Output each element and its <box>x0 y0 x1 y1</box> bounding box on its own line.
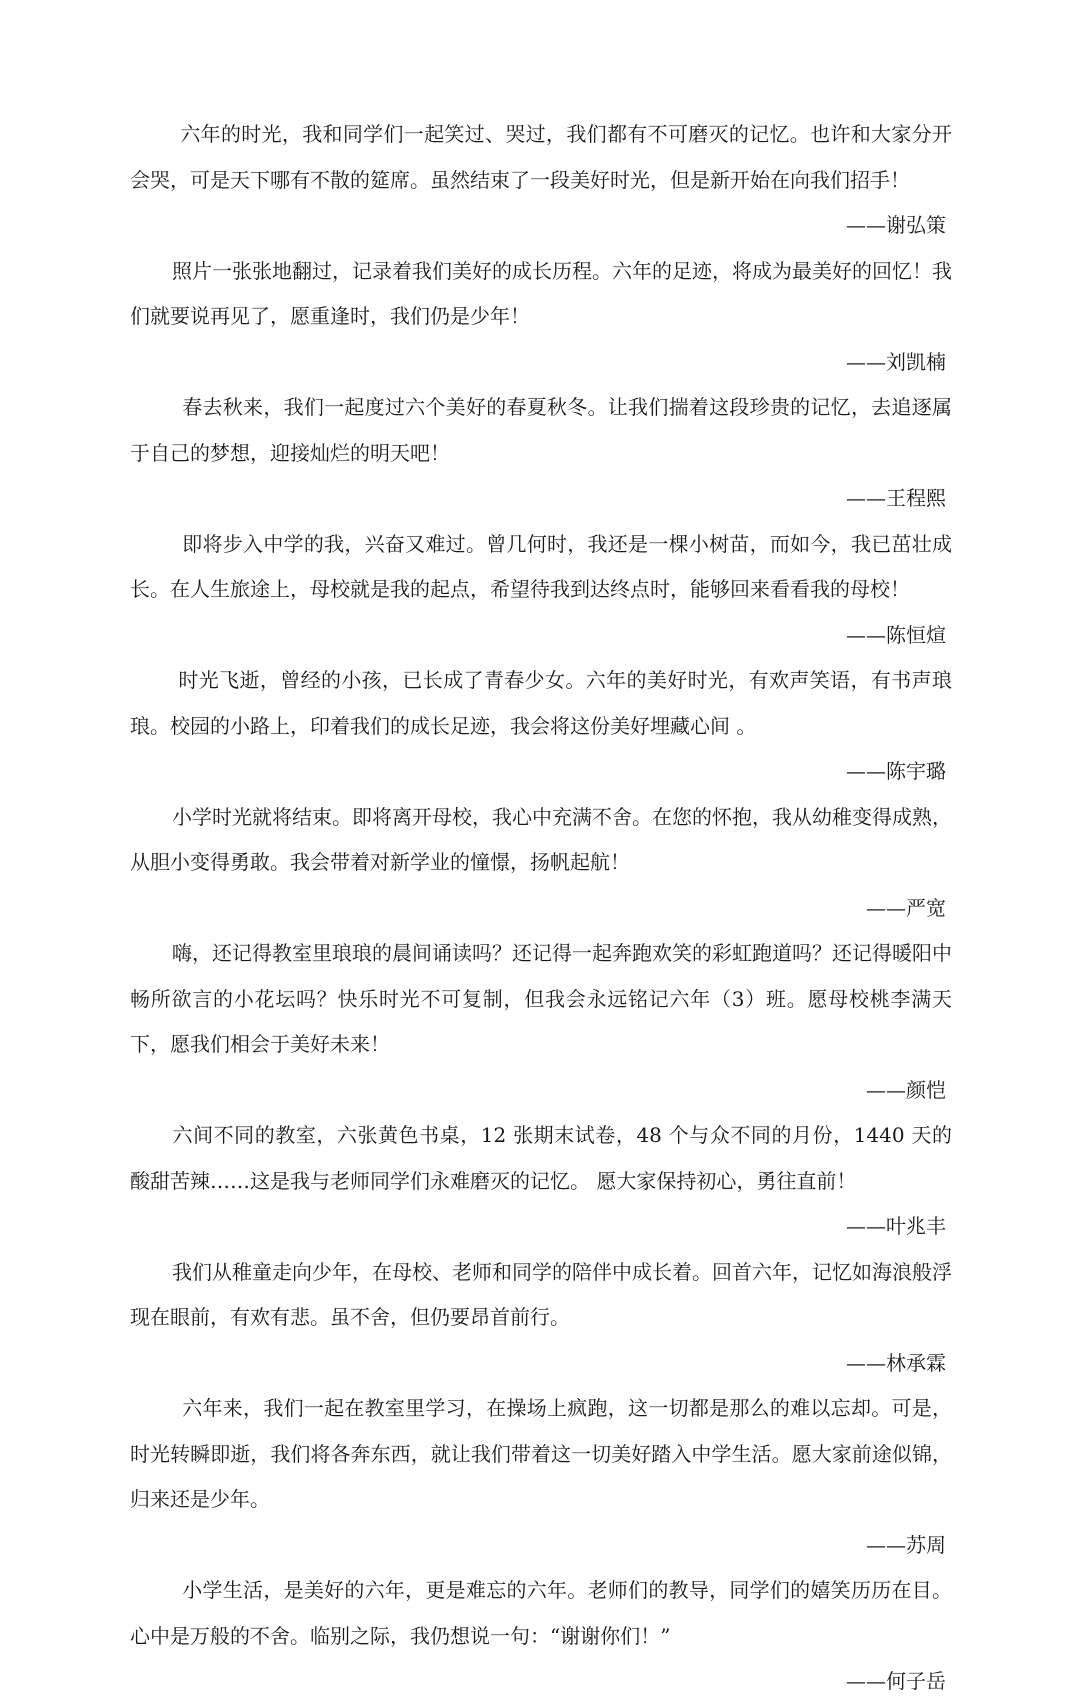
message-author: ——严宽 <box>866 895 946 920</box>
message-list <box>130 112 952 1705</box>
message-text: 即将步入中学的我，兴奋又难过。曾几何时，我还是一棵小树苗，而如今，我已茁壮成长。在人生旅途上，母校就是我的起点，希望待我到达终点时，能够回来看看我的母校！ <box>130 531 952 601</box>
message-entry <box>130 795 952 932</box>
message-text: 照片一张张地翻过，记录着我们美好的成长历程。六年的足迹，将成为最美好的回忆！我们就要说再见了，愿重逢时，我们仍是少年！ <box>130 258 952 328</box>
message-entry <box>130 385 952 522</box>
message-entry <box>130 1386 952 1568</box>
message-entry <box>130 1568 952 1705</box>
message-text: 小学生活，是美好的六年，更是难忘的六年。老师们的教导，同学们的嬉笑历历在目。心中是万般的不舍。临别之际，我仍想说一句：“谢谢你们！” <box>130 1578 952 1648</box>
message-text: 嗨，还记得教室里琅琅的晨间诵读吗？还记得一起奔跑欢笑的彩虹跑道吗？还记得暖阳中畅所欲言的小花坛吗？快乐时光不可复制，但我会永远铭记六年（3）班。愿母校桃李满天下，愿我们相会于美好未来！ <box>130 941 952 1056</box>
message-entry <box>130 112 952 249</box>
message-author: ——王程熙 <box>846 486 946 510</box>
message-entry <box>130 249 952 386</box>
message-author: ——刘凯楠 <box>846 349 946 374</box>
message-author: ——叶兆丰 <box>846 1214 946 1238</box>
message-entry <box>130 658 952 795</box>
message-entry <box>130 522 952 659</box>
message-entry <box>130 1250 952 1387</box>
message-text: 春去秋来，我们一起度过六个美好的春夏秋冬。让我们揣着这段珍贵的记忆，去追逐属于自己的梦想，迎接灿烂的明天吧！ <box>130 395 952 465</box>
message-text: 六年的时光，我和同学们一起笑过、哭过，我们都有不可磨灭的记忆。也许和大家分开会哭，可是天下哪有不散的筵席。虽然结束了一段美好时光，但是新开始在向我们招手！ <box>130 122 952 192</box>
message-author: ——陈宇璐 <box>846 759 946 783</box>
message-text: 时光飞逝，曾经的小孩，已长成了青春少女。六年的美好时光，有欢声笑语，有书声琅琅。校园的小路上，印着我们的成长足迹，我会将这份美好埋藏心间 。 <box>130 668 952 738</box>
message-author: ——谢弘策 <box>846 213 946 237</box>
message-author: ——何子岳 <box>846 1669 946 1693</box>
message-text: 六年来，我们一起在教室里学习，在操场上疯跑，这一切都是那么的难以忘却。可是，时光转瞬即逝，我们将各奔东西，就让我们带着这一切美好踏入中学生活。愿大家前途似锦，归来还是少年。 <box>130 1396 952 1511</box>
message-author: ——陈恒煊 <box>846 622 946 647</box>
message-entry <box>130 931 952 1113</box>
message-author: ——林承霖 <box>846 1350 946 1375</box>
message-text: 小学时光就将结束。即将离开母校，我心中充满不舍。在您的怀抱，我从幼稚变得成熟，从胆小变得勇敢。我会带着对新学业的憧憬，扬帆起航！ <box>130 804 952 874</box>
message-entry <box>130 1113 952 1250</box>
message-text: 我们从稚童走向少年，在母校、老师和同学的陪伴中成长着。回首六年，记忆如海浪般浮现在眼前，有欢有悲。虽不舍，但仍要昂首前行。 <box>130 1259 952 1329</box>
message-text: 六间不同的教室，六张黄色书桌，12 张期末试卷，48 个与众不同的月份，1440 天的酸甜苦辣……这是我与老师同学们永难磨灭的记忆。 愿大家保持初心，勇往直前！ <box>130 1123 952 1193</box>
message-author: ——颜恺 <box>866 1077 946 1102</box>
message-author: ——苏周 <box>866 1532 946 1557</box>
